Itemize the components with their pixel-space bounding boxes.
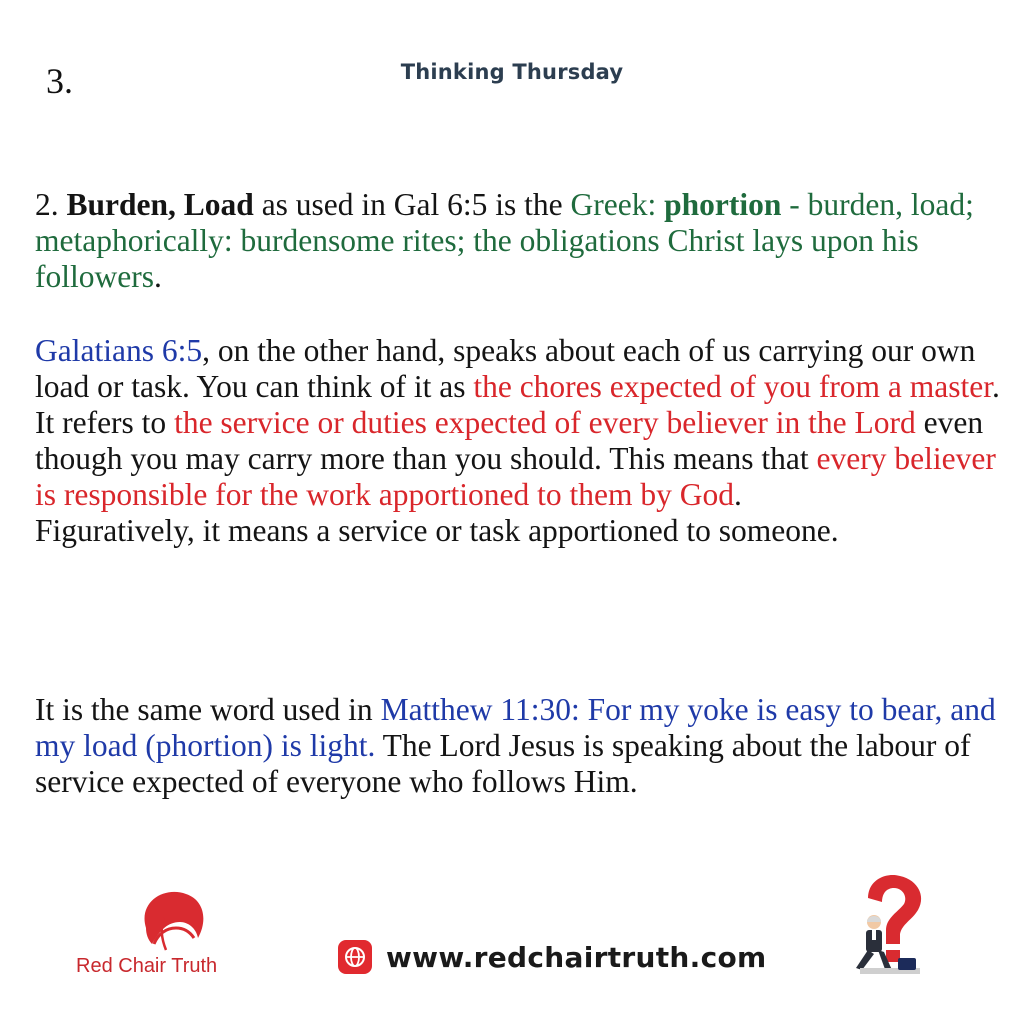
red-chair-logo-icon xyxy=(134,888,210,952)
greek-definition: - burden, load; metaphorically: burdensome rites; the obligations Christ lays upon his followers xyxy=(35,187,974,294)
website-link[interactable] xyxy=(338,937,767,977)
greek-label: Greek: xyxy=(570,187,665,222)
website-url[interactable]: www.redchairtruth.com xyxy=(386,940,767,974)
globe-icon xyxy=(338,940,372,974)
text-segment: . It refers to xyxy=(35,369,1000,440)
text-segment: The Lord Jesus is speaking about the labour of service expected of everyone who follows Him. xyxy=(35,728,971,799)
text-segment: . xyxy=(734,477,742,512)
highlight-responsibility: every believer is responsible for the work apportioned to them by God xyxy=(35,441,996,512)
highlight-chores: the chores expected of you from a master xyxy=(473,369,993,404)
scripture-reference-galatians: Galatians 6:5 xyxy=(35,333,203,368)
question-mark-person-icon xyxy=(846,872,932,984)
brand-name: Red Chair Truth xyxy=(76,955,218,977)
text-segment: It is the same word used in xyxy=(35,692,381,727)
page-number: 3. xyxy=(46,61,73,101)
greek-word-phortion: phortion xyxy=(664,187,782,222)
paragraph-burden-load xyxy=(35,187,1000,295)
figurative-meaning: Figuratively, it means a service or task apportioned to someone. xyxy=(35,513,839,548)
paragraph-galatians xyxy=(35,333,1000,549)
text-segment: . xyxy=(153,259,162,294)
brand-logo xyxy=(70,888,270,988)
text-segment: 2. xyxy=(35,187,67,222)
text-segment: as used in Gal 6:5 is the xyxy=(253,187,571,222)
term-burden-load: Burden, Load xyxy=(66,187,254,222)
text-segment: , on the other hand, speaks about each of us carrying our own load or task. You can think of it as xyxy=(35,333,976,404)
text-segment: even though you may carry more than you should. This means that xyxy=(35,405,984,476)
paragraph-matthew xyxy=(35,692,1000,800)
scripture-quote-matthew: Matthew 11:30: For my yoke is easy to bear, and my load (phortion) is light. xyxy=(35,692,996,763)
page-title: Thinking Thursday xyxy=(400,60,624,84)
highlight-service-duties: the service or duties expected of every believer in the Lord xyxy=(174,405,916,440)
